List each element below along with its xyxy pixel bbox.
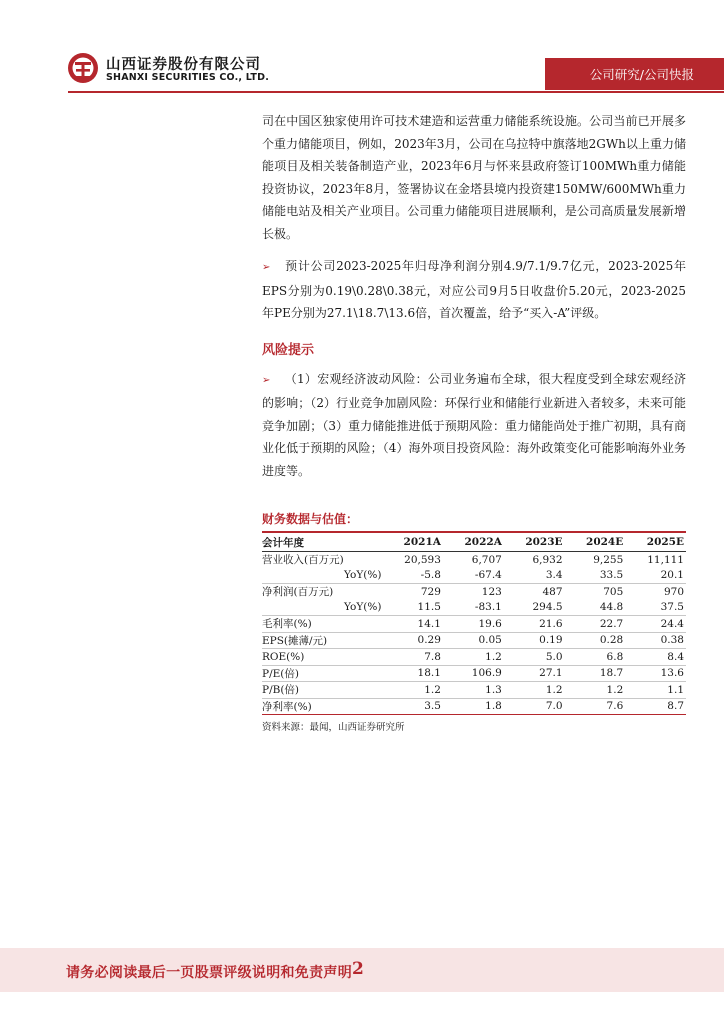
paragraph-gravity-storage: 司在中国区独家使用许可技术建造和运营重力储能系统设施。公司当前已开展多个重力储能项目，例如，2023年3月，公司在乌拉特中旗落地2GWh以上重力储能项目及相关装备制造产业，2023年6月与怀来县政府签订100MWh重力储能投资协议，2023年8月，签署协议在金塔县境内投资建150MW/600MWh重力储能电站及相关产业项目。公司重力储能项目进展顺利，是公司高质量发展新增长极。 — [262, 114, 686, 241]
table-cell: -83.1 — [474, 601, 502, 614]
table-cell: 0.19 — [504, 632, 565, 649]
risk-text: （1）宏观经济波动风险：公司业务遍布全球，很大程度受到全球宏观经济的影响；（2）行业竞争加剧风险：环保行业和储能行业新进入者较多，未来可能竞争加剧；（3）重力储能推进低于预期风险：重力储能尚处于推广初期，具有商业化低于预期的风险；（4）海外项目投资风险：海外政策变化可能影响海外业务进度等。 — [262, 371, 686, 478]
bullet-arrow-icon: ➢ — [262, 374, 271, 386]
table-header-row — [262, 533, 686, 552]
table-cell: 7.0 — [504, 698, 565, 715]
main-content — [262, 110, 686, 733]
table-cell: 1.2 — [382, 682, 443, 699]
table-cell: 18.1 — [382, 665, 443, 682]
table-row — [262, 584, 686, 600]
company-name-cn: 山西证券股份有限公司 — [106, 57, 261, 73]
column-header: 2023E — [504, 533, 565, 552]
row-label: 毛利率(%) — [262, 616, 382, 633]
forecast-text: 预计公司2023-2025年归母净利润分别4.9/7.1/9.7亿元，2023-2025年EPS分别为0.19\0.28\0.38元，对应公司9月5日收盘价5.20元，2023-2025年PE分别为27.1\18.7\13.6倍，首次覆盖，给予“买入-A”评级。 — [262, 259, 686, 320]
row-label: P/B(倍) — [262, 682, 382, 699]
table-cell: 33.5 — [599, 569, 624, 582]
row-label: ROE(%) — [262, 649, 382, 666]
table-cell: 970 — [625, 584, 686, 600]
table-source-note: 资料来源：最闻，山西证券研究所 — [262, 722, 405, 733]
table-row — [262, 600, 686, 616]
table-cell: 0.38 — [625, 632, 686, 649]
table-cell: 729 — [382, 584, 443, 600]
table-cell: 13.6 — [625, 665, 686, 682]
table-cell: 0.28 — [565, 632, 626, 649]
table-cell: 11.5 — [417, 601, 441, 614]
table-cell: 1.2 — [504, 682, 565, 699]
table-cell: 106.9 — [443, 665, 504, 682]
table-cell: 3.4 — [545, 569, 563, 582]
table-cell: 1.1 — [625, 682, 686, 699]
table-cell: 6.8 — [565, 649, 626, 666]
table-cell: 1.3 — [443, 682, 504, 699]
row-label: YoY(%) — [344, 601, 382, 614]
table-cell: 9,255 — [593, 553, 624, 566]
table-row — [262, 552, 686, 568]
table-cell: 0.29 — [382, 632, 443, 649]
table-cell: 1.2 — [443, 649, 504, 666]
table-cell: 6,707 — [471, 553, 502, 566]
table-row — [262, 616, 686, 633]
table-cell: 20.1 — [660, 569, 684, 582]
header-divider — [68, 91, 724, 93]
column-header: 2024E — [565, 533, 626, 552]
row-label: 营业收入(百万元) — [262, 554, 344, 567]
bullet-arrow-icon: ➢ — [262, 262, 271, 273]
disclaimer-notice: 请务必阅读最后一页股票评级说明和免责声明 — [66, 965, 352, 981]
row-label: YoY(%) — [344, 569, 382, 582]
table-cell: 6,932 — [532, 553, 563, 566]
table-row — [262, 632, 686, 649]
column-header: 2021A — [382, 533, 443, 552]
column-header: 2025E — [625, 533, 686, 552]
company-logo-icon — [67, 52, 99, 84]
table-cell: -5.8 — [420, 569, 441, 582]
table-cell: 0.05 — [443, 632, 504, 649]
table-cell: 27.1 — [504, 665, 565, 682]
table-cell: 14.1 — [382, 616, 443, 633]
row-label: 净利润(百万元) — [262, 584, 382, 600]
table-cell: 7.8 — [382, 649, 443, 666]
row-label: P/E(倍) — [262, 665, 382, 682]
table-cell: 7.6 — [565, 698, 626, 715]
table-cell: 294.5 — [532, 601, 563, 614]
column-header: 2022A — [443, 533, 504, 552]
table-row — [262, 568, 686, 584]
table-cell: 20,593 — [404, 553, 441, 566]
page-number: 2 — [352, 959, 364, 979]
financial-table — [262, 533, 686, 715]
table-cell: 3.5 — [382, 698, 443, 715]
company-name-en: SHANXI SECURITIES CO., LTD. — [106, 72, 270, 83]
row-label: EPS(摊薄/元) — [262, 632, 382, 649]
table-cell: 21.6 — [504, 616, 565, 633]
table-cell: 8.7 — [625, 698, 686, 715]
table-cell: 487 — [504, 584, 565, 600]
table-cell: 1.2 — [565, 682, 626, 699]
table-cell: 18.7 — [565, 665, 626, 682]
table-cell: 19.6 — [443, 616, 504, 633]
risk-section-title: 风险提示 — [262, 342, 315, 358]
table-cell: 8.4 — [625, 649, 686, 666]
table-cell: 22.7 — [565, 616, 626, 633]
page-header — [0, 0, 724, 100]
table-row — [262, 649, 686, 666]
table-cell: 5.0 — [504, 649, 565, 666]
table-cell: -67.4 — [474, 569, 502, 582]
table-row — [262, 682, 686, 699]
paragraph-forecast — [262, 255, 686, 325]
table-cell: 123 — [443, 584, 504, 600]
category-band — [545, 58, 724, 90]
paragraph-risks — [262, 368, 686, 483]
table-cell: 11,111 — [647, 553, 684, 566]
table-cell: 37.5 — [660, 601, 684, 614]
row-label: 净利率(%) — [262, 698, 382, 715]
table-cell: 44.8 — [599, 601, 624, 614]
table-cell: 705 — [565, 584, 626, 600]
column-header: 会计年度 — [262, 533, 382, 552]
table-row — [262, 665, 686, 682]
table-row — [262, 698, 686, 715]
table-cell: 24.4 — [625, 616, 686, 633]
report-category: 公司研究/公司快报 — [589, 67, 694, 82]
page-footer — [0, 948, 724, 992]
financial-table-title: 财务数据与估值： — [262, 510, 686, 533]
table-cell: 1.8 — [443, 698, 504, 715]
